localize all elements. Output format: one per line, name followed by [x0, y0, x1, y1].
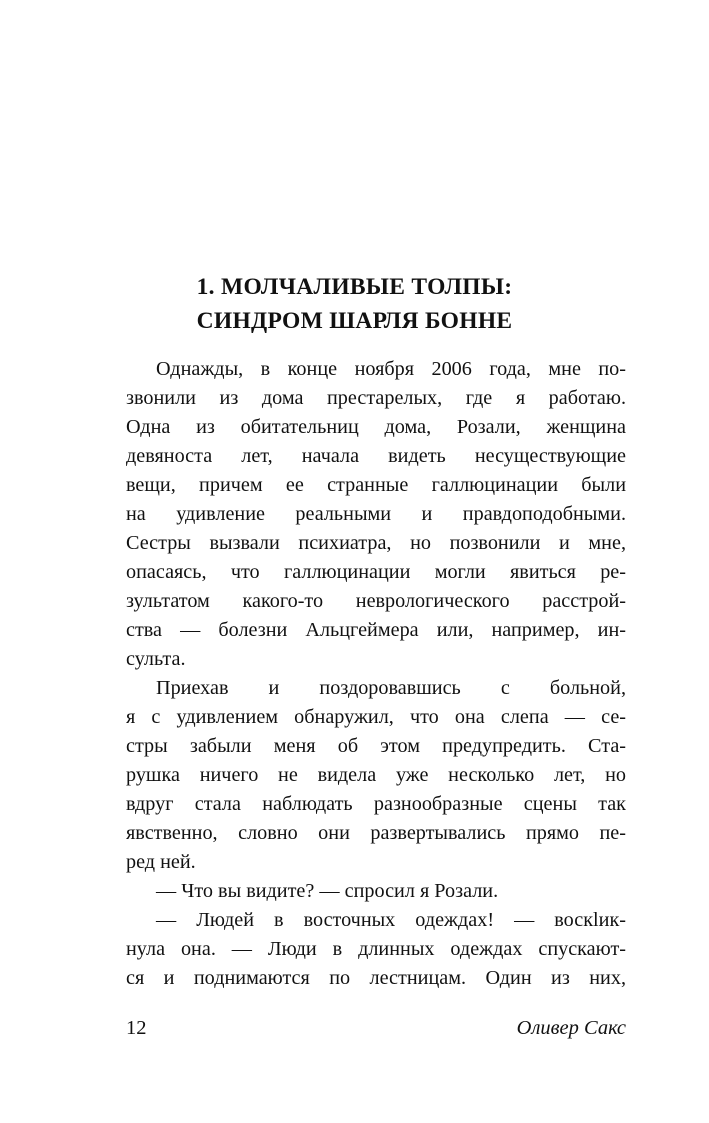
text-line: — Что вы видите? — спросил я Розали. [156, 880, 499, 902]
text-line: рушка ничего не видела уже несколько лет, но [126, 764, 626, 786]
page-footer [126, 1013, 626, 1043]
body-text [126, 355, 626, 993]
text-line: стры забыли меня об этом предупредить. Ста- [126, 735, 626, 757]
text-line: зультатом какого-то неврологического расстрой- [126, 590, 626, 612]
chapter-title-line: 1. МОЛЧАЛИВЫЕ ТОЛПЫ: [196, 274, 513, 300]
text-line: вещи, причем ее странные галлюцинации были [126, 474, 626, 496]
text-line: девяноста лет, начала видеть несуществующие [126, 445, 626, 467]
chapter-title [0, 270, 709, 338]
text-line: — Людей в восточных одеждах! — воскlик- [156, 909, 626, 931]
text-line: на удивление реальными и правдоподобными. [126, 503, 626, 525]
text-line: сульта. [126, 648, 186, 670]
text-line: нула она. — Люди в длинных одеждах спускают- [126, 938, 626, 960]
text-line: Одна из обитательниц дома, Розали, женщина [126, 416, 626, 438]
text-line: я с удивлением обнаружил, что она слепа — се- [126, 706, 626, 728]
text-line: Однажды, в конце ноября 2006 года, мне по- [156, 358, 626, 380]
text-line: ства — болезни Альцгеймера или, например, ин- [126, 619, 626, 641]
text-line: ся и поднимаются по лестницам. Один из них, [126, 967, 626, 989]
text-line: вдруг стала наблюдать разнообразные сцены так [126, 793, 626, 815]
running-author: Оливер Сакс [516, 1017, 626, 1039]
page-number: 12 [126, 1017, 147, 1039]
text-line: Приехав и поздоровавшись с больной, [156, 677, 626, 699]
text-line: звонили из дома престарелых, где я работаю. [126, 387, 626, 409]
text-line: Сестры вызвали психиатра, но позвонили и мне, [126, 532, 626, 554]
text-line: явственно, словно они развертывались прямо пе- [126, 822, 626, 844]
chapter-title-line: СИНДРОМ ШАРЛЯ БОННЕ [196, 308, 513, 334]
text-line: ред ней. [126, 851, 196, 873]
text-line: опасаясь, что галлюцинации могли явиться ре- [126, 561, 626, 583]
